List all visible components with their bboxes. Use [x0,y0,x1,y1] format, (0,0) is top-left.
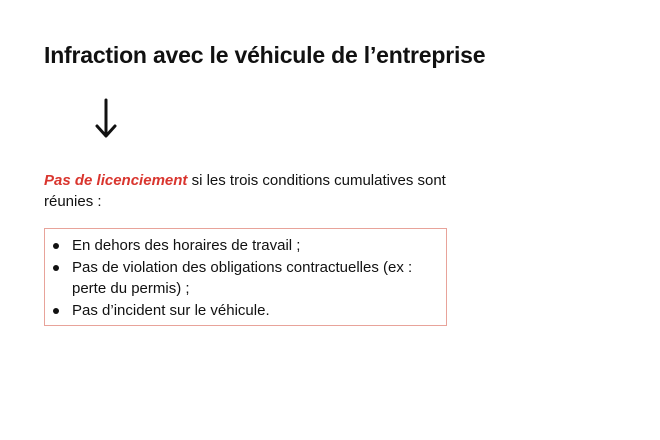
intro-text: si les trois conditions cumulatives sont réunies : [44,172,446,210]
list-item-text: Pas de violation des obligations contractuelles (ex : perte du permis) ; [72,258,413,297]
conditions-list [45,229,446,321]
list-item [45,300,446,322]
list-item-text: Pas d’incident sur le véhicule. [72,301,270,319]
conditions-box [44,228,447,326]
arrow-down-icon [93,98,119,140]
page-title: Infraction avec le véhicule de l’entreprise [44,42,486,68]
list-item [45,257,446,300]
bullet-icon [53,243,59,249]
bullet-icon [53,265,59,271]
list-item-text: En dehors des horaires de travail ; [72,237,301,254]
list-item [45,235,446,257]
intro-highlight: Pas de licenciement [44,172,188,189]
intro-paragraph [44,170,464,212]
bullet-icon [53,308,59,314]
